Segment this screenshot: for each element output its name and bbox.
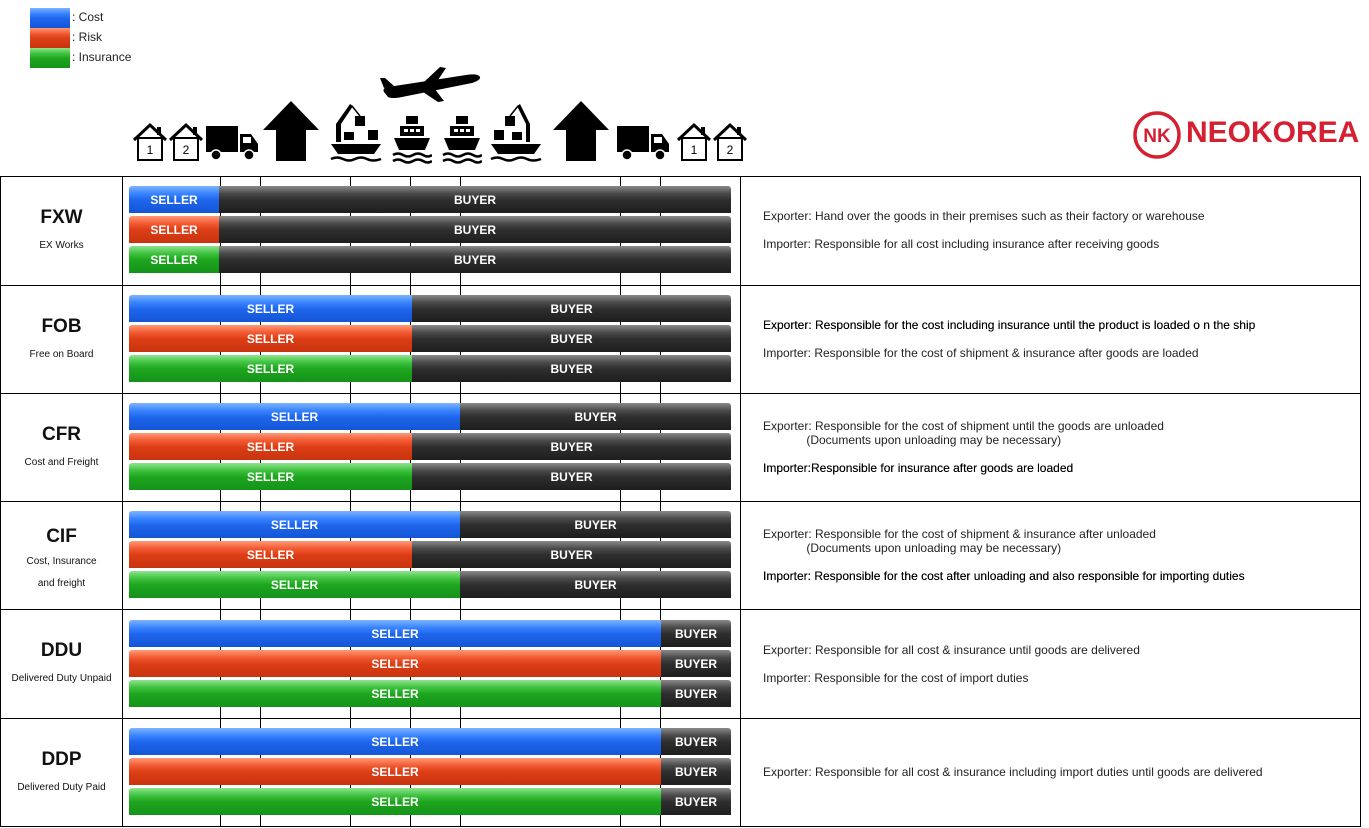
seller-segment: SELLER: [129, 541, 412, 568]
term-row-ddp: [1, 718, 1360, 826]
bars-cell: [123, 610, 741, 718]
seller-segment: SELLER: [129, 571, 460, 598]
risk-bar: [129, 433, 731, 460]
description-cell: [741, 286, 1360, 393]
buyer-segment: BUYER: [661, 620, 731, 647]
arrow-up-icon: [262, 100, 320, 162]
description-line: (Documents upon unloading may be necessary): [763, 433, 1062, 447]
buyer-segment: BUYER: [661, 758, 731, 785]
svg-text:NK: NK: [1143, 126, 1171, 147]
seller-segment: SELLER: [129, 186, 219, 213]
term-cell: [1, 610, 123, 718]
term-code: DDP: [41, 749, 82, 770]
bars-cell: [123, 719, 741, 826]
description-cell: [741, 719, 1360, 826]
neokorea-logo-mark: [1132, 110, 1182, 160]
term-name: and freight: [37, 578, 86, 589]
buyer-segment: BUYER: [412, 295, 731, 322]
term-code: DDU: [40, 640, 83, 661]
svg-text:1: 1: [146, 143, 154, 157]
legend-label-risk: : Risk: [72, 30, 102, 44]
seller-segment: SELLER: [129, 650, 661, 677]
ship-icon: [442, 114, 482, 164]
seller-segment: SELLER: [129, 325, 412, 352]
term-name: Cost and Freight: [24, 457, 99, 468]
term-cell: [1, 177, 123, 285]
seller-segment: SELLER: [129, 620, 661, 647]
seller-segment: SELLER: [129, 355, 412, 382]
buyer-segment: BUYER: [412, 433, 731, 460]
term-code: FXW: [40, 207, 83, 228]
seller-segment: SELLER: [129, 433, 412, 460]
description-cell: [741, 610, 1360, 718]
cost-bar: [129, 620, 731, 647]
house-icon: [168, 122, 204, 167]
insurance-bar: [129, 571, 731, 598]
airplane-icon: [380, 66, 482, 104]
description-line: Exporter: Responsible for the cost including insurance until the product is loaded o n the ship: [763, 318, 1256, 332]
description-line: Importer: Responsible for the cost of import duties: [763, 671, 1029, 685]
legend-swatch-cost: [30, 8, 70, 28]
ship-icon: [392, 114, 432, 164]
buyer-segment: BUYER: [219, 186, 731, 213]
buyer-segment: BUYER: [661, 788, 731, 815]
cost-bar: [129, 728, 731, 755]
risk-bar: [129, 216, 731, 243]
seller-segment: SELLER: [129, 216, 219, 243]
seller-segment: SELLER: [129, 295, 412, 322]
description-cell: [741, 177, 1360, 285]
seller-segment: SELLER: [129, 246, 219, 273]
seller-segment: SELLER: [129, 463, 412, 490]
risk-bar: [129, 541, 731, 568]
term-row-fxw: [1, 177, 1360, 285]
insurance-bar: [129, 788, 731, 815]
seller-houses: [132, 122, 204, 167]
description-line: Exporter: Responsible for all cost & insurance including import duties until goods are delivered: [763, 765, 1263, 779]
buyer-houses: [676, 122, 748, 167]
term-name: EX Works: [39, 240, 84, 251]
bars-cell: [123, 502, 741, 609]
buyer-segment: BUYER: [412, 355, 731, 382]
cost-bar: [129, 295, 731, 322]
buyer-segment: BUYER: [661, 650, 731, 677]
term-cell: [1, 394, 123, 501]
term-name: Delivered Duty Paid: [17, 782, 106, 793]
legend-label-cost: : Cost: [72, 10, 104, 24]
cost-bar: [129, 511, 731, 538]
description-line: Exporter: Responsible for the cost of shipment & insurance after unloaded: [763, 527, 1156, 541]
seller-segment: SELLER: [129, 680, 661, 707]
buyer-segment: BUYER: [460, 571, 731, 598]
insurance-bar: [129, 246, 731, 273]
cost-bar: [129, 403, 731, 430]
house-icon: [132, 122, 168, 167]
buyer-segment: BUYER: [219, 216, 731, 243]
house-icon: [676, 122, 712, 167]
risk-bar: [129, 650, 731, 677]
description-line: Importer: Responsible for all cost including insurance after receiving goods: [763, 237, 1160, 251]
svg-text:2: 2: [726, 143, 734, 157]
svg-text:1: 1: [690, 143, 698, 157]
term-cell: [1, 502, 123, 609]
arrow-up-icon: [552, 100, 610, 162]
buyer-segment: BUYER: [412, 325, 731, 352]
buyer-segment: BUYER: [661, 728, 731, 755]
legend-swatch-insurance: [30, 48, 70, 68]
seller-segment: SELLER: [129, 728, 661, 755]
description-line: Importer:Responsible for insurance after goods are loaded: [763, 461, 1074, 475]
term-row-fob: [1, 285, 1360, 393]
description-line: Exporter: Responsible for all cost & insurance until goods are delivered: [763, 643, 1140, 657]
risk-bar: [129, 758, 731, 785]
seller-segment: SELLER: [129, 788, 661, 815]
svg-text:2: 2: [182, 143, 190, 157]
term-cell: [1, 286, 123, 393]
insurance-bar: [129, 680, 731, 707]
description-cell: [741, 394, 1360, 501]
seller-segment: SELLER: [129, 511, 460, 538]
buyer-segment: BUYER: [412, 541, 731, 568]
risk-bar: [129, 325, 731, 352]
term-name: Cost, Insurance: [26, 556, 97, 567]
description-line: Importer: Responsible for the cost of shipment & insurance after goods are loaded: [763, 346, 1199, 360]
truck-icon: [205, 124, 259, 162]
seller-segment: SELLER: [129, 758, 661, 785]
term-code: CFR: [41, 424, 82, 445]
buyer-segment: BUYER: [460, 511, 731, 538]
crane-ship-icon: [490, 102, 542, 164]
truck-icon: [616, 124, 670, 162]
description-line: Exporter: Responsible for the cost of shipment until the goods are unloaded: [763, 419, 1164, 433]
insurance-bar: [129, 355, 731, 382]
term-name: Delivered Duty Unpaid: [11, 673, 112, 684]
cost-bar: [129, 186, 731, 213]
legend-swatch-risk: [30, 28, 70, 48]
term-row-ddu: [1, 609, 1360, 718]
buyer-segment: BUYER: [460, 403, 731, 430]
bars-cell: [123, 286, 741, 393]
incoterms-table: [0, 176, 1361, 827]
neokorea-logo-text: NEOKOREA: [1186, 116, 1360, 149]
term-cell: [1, 719, 123, 826]
description-line: (Documents upon unloading may be necessary): [763, 541, 1062, 555]
description-line: Exporter: Hand over the goods in their premises such as their factory or warehouse: [763, 209, 1205, 223]
neokorea-logo: [1132, 108, 1362, 160]
buyer-segment: BUYER: [412, 463, 731, 490]
term-code: CIF: [46, 526, 77, 547]
bars-cell: [123, 394, 741, 501]
description-line: Importer: Responsible for the cost after unloading and also responsible for importing duties: [763, 569, 1245, 583]
term-row-cif: [1, 501, 1360, 609]
house-icon: [712, 122, 748, 167]
term-code: FOB: [41, 316, 82, 337]
buyer-segment: BUYER: [661, 680, 731, 707]
legend-label-insurance: : Insurance: [72, 50, 132, 64]
bars-cell: [123, 177, 741, 285]
insurance-bar: [129, 463, 731, 490]
description-cell: [741, 502, 1360, 609]
term-row-cfr: [1, 393, 1360, 501]
term-name: Free on Board: [29, 349, 94, 360]
crane-ship-icon: [330, 102, 382, 164]
seller-segment: SELLER: [129, 403, 460, 430]
buyer-segment: BUYER: [219, 246, 731, 273]
